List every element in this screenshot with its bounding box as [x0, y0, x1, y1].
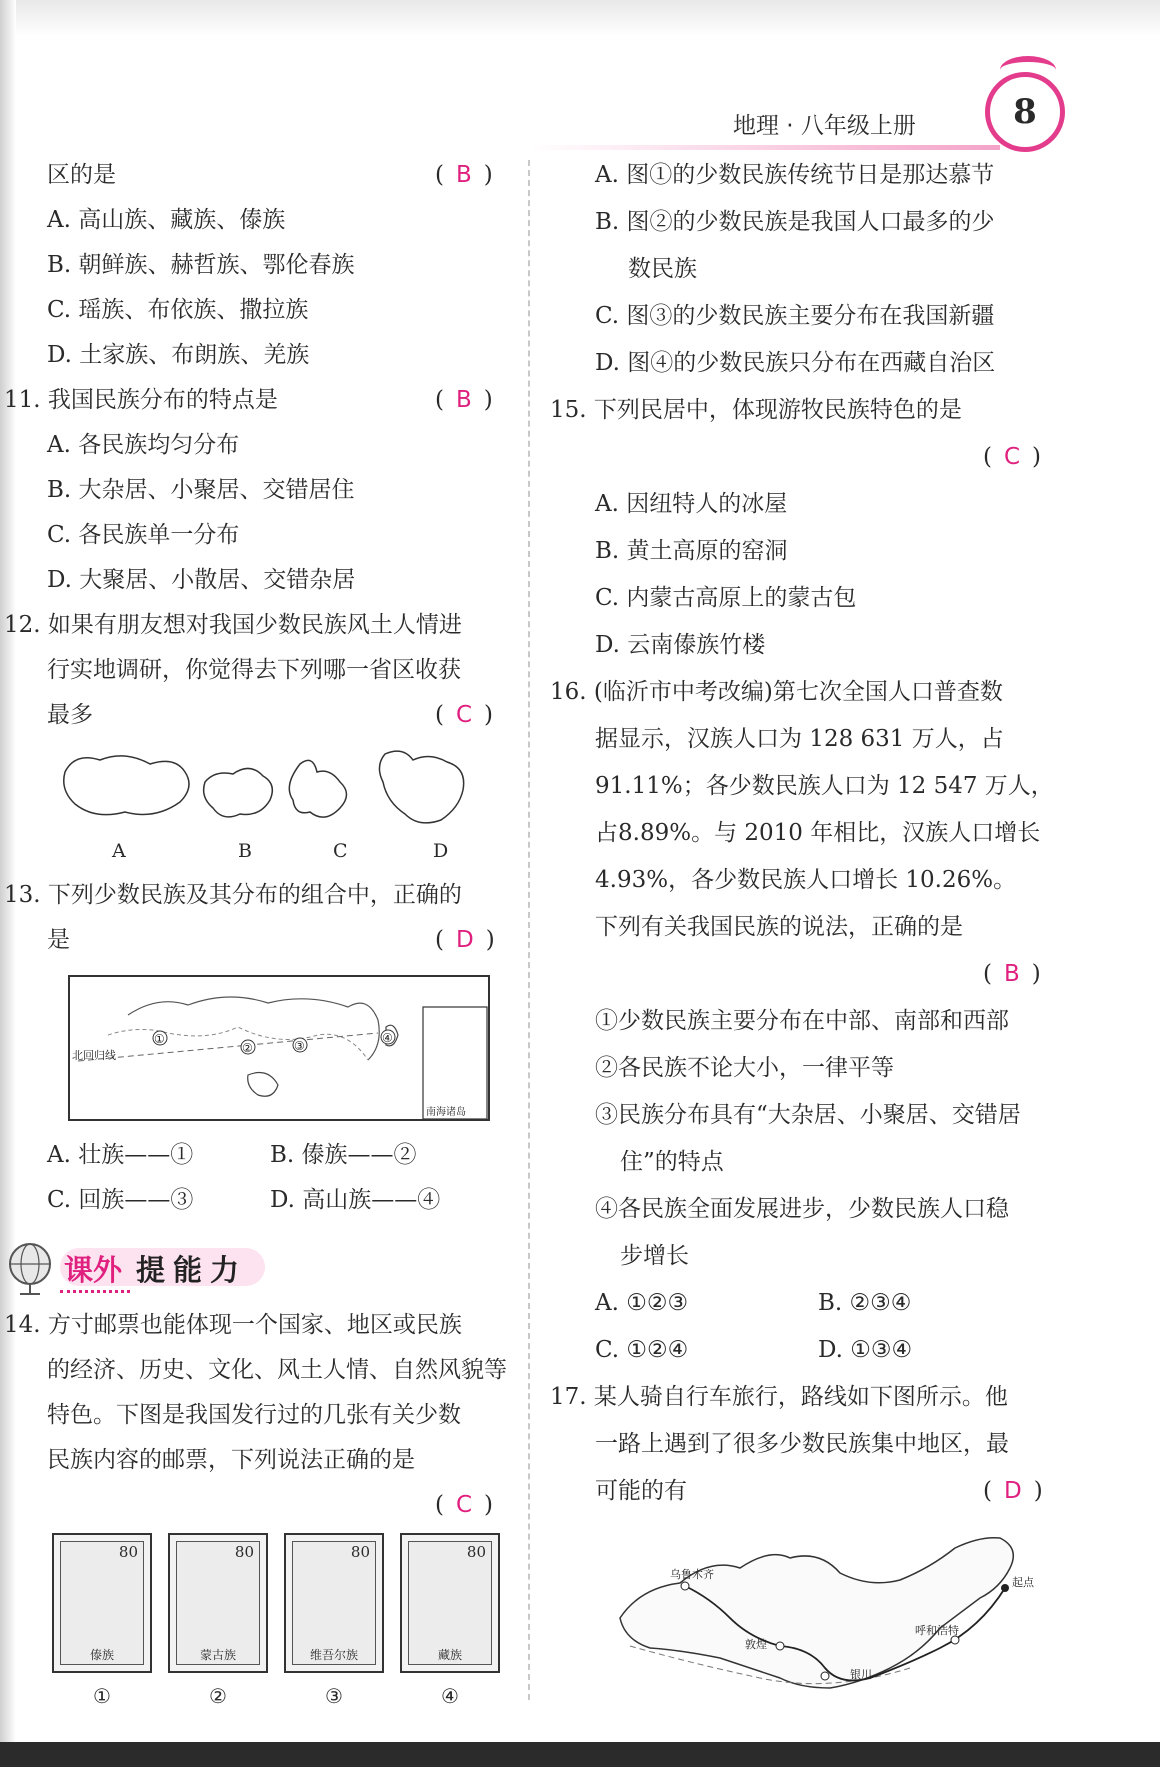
q13-marker-1: ①	[154, 1032, 165, 1046]
stamp-4	[400, 1533, 500, 1673]
q14-option-b-cont: 数民族	[628, 256, 697, 282]
q15-option-b: B. 黄土高原的窑洞	[595, 538, 788, 564]
stamp-3	[284, 1533, 384, 1673]
q13-option-b: B. 傣族——②	[270, 1142, 417, 1168]
q16-option-d: D. ①③④	[818, 1337, 913, 1363]
label-dunhuang: 敦煌	[745, 1638, 767, 1651]
section-banner	[0, 1234, 270, 1300]
q11-option-d: D. 大聚居、小散居、交错杂居	[47, 567, 356, 593]
q11-option-b: B. 大杂居、小聚居、交错居住	[47, 477, 355, 503]
q10-option-b: B. 朝鲜族、赫哲族、鄂伦春族	[47, 252, 355, 278]
q17-stem-line1: 17. 某人骑自行车旅行，路线如下图所示。他	[550, 1384, 1008, 1410]
q17-route-map	[610, 1528, 1040, 1698]
q12-label-a: A	[112, 840, 126, 862]
q16-stem-line5: 4.93%，各少数民族人口增长 10.26%。	[595, 867, 1017, 893]
q13-marker-3: ③	[294, 1039, 305, 1053]
q15-option-d: D. 云南傣族竹楼	[595, 632, 766, 658]
province-outline-c	[289, 760, 346, 817]
q14-option-b: B. 图②的少数民族是我国人口最多的少	[595, 209, 995, 235]
q13-stem-line1: 13. 下列少数民族及其分布的组合中，正确的	[4, 882, 462, 908]
label-start: 起点	[1012, 1576, 1034, 1589]
q16-statement-4-cont: 步增长	[620, 1243, 689, 1269]
q15-option-c: C. 内蒙古高原上的蒙古包	[595, 585, 857, 611]
q12-stem-line3: 最多	[47, 702, 93, 728]
q14-stem-line4: 民族内容的邮票，下列说法正确的是	[47, 1447, 415, 1473]
q17-stem-line2: 一路上遇到了很多少数民族集中地区，最	[595, 1431, 1009, 1457]
q13-marker-4: ④	[382, 1031, 393, 1045]
q17-stem-line3: 可能的有	[595, 1478, 687, 1504]
label-urumqi: 乌鲁木齐	[670, 1568, 714, 1581]
q10-stem-tail: 区的是	[47, 162, 116, 188]
q14-option-d: D. 图④的少数民族只分布在西藏自治区	[595, 350, 996, 376]
q14-option-c: C. 图③的少数民族主要分布在我国新疆	[595, 303, 995, 329]
banner-part1: 课外	[64, 1253, 123, 1287]
top-edge-shadow	[0, 0, 1160, 36]
stamp-4-name: 藏族	[437, 1648, 462, 1662]
q12-province-outlines	[55, 742, 525, 832]
q13-option-c: C. 回族——③	[47, 1187, 194, 1213]
stamp-2-number: ②	[209, 1684, 227, 1708]
q16-stem-line4: 占8.89%。与 2010 年相比，汉族人口增长	[595, 820, 1041, 846]
stamp-1-value: 80	[118, 1543, 138, 1561]
q16-stem-line2: 据显示，汉族人口为 128 631 万人，占	[595, 726, 1004, 752]
inset-label: 南海诸岛	[426, 1107, 466, 1118]
q12-label-b: B	[238, 840, 252, 862]
q12-answer: ( C )	[435, 702, 494, 728]
stamp-2-value: 80	[234, 1543, 254, 1561]
label-hohhot: 呼和浩特	[915, 1624, 959, 1637]
q12-stem-line2: 行实地调研，你觉得去下列哪一省区收获	[47, 657, 461, 683]
q16-option-a: A. ①②③	[595, 1290, 689, 1316]
q15-stem: 15. 下列民居中，体现游牧民族特色的是	[550, 397, 962, 423]
q16-statement-3: ③民族分布具有“大杂居、小聚居、交错居	[595, 1102, 1021, 1128]
q10-option-a: A. 高山族、藏族、傣族	[47, 207, 286, 233]
q16-stem-line3: 91.11%；各少数民族人口为 12 547 万人，	[595, 773, 1054, 799]
stamp-1-number: ①	[93, 1684, 111, 1708]
q16-answer: ( B )	[983, 961, 1041, 987]
q16-option-b: B. ②③④	[818, 1290, 912, 1316]
province-outline-d	[379, 751, 463, 823]
stamp-3-name: 维吾尔族	[309, 1648, 358, 1662]
province-outline-a	[64, 756, 189, 815]
q17-answer: ( D )	[983, 1478, 1043, 1504]
stamp-1-name: 傣族	[89, 1648, 114, 1662]
stamp-4-value: 80	[466, 1543, 486, 1561]
book-title: 地理 · 八年级上册	[733, 113, 916, 139]
header-underline	[530, 145, 1000, 150]
q14-answer: ( C )	[435, 1492, 494, 1518]
column-divider	[528, 160, 530, 1700]
q13-china-south-map	[68, 975, 491, 1123]
q11-option-a: A. 各民族均匀分布	[47, 432, 240, 458]
q11-answer: ( B )	[435, 387, 493, 413]
bottom-bar	[0, 1742, 1160, 1767]
q13-answer: ( D )	[435, 927, 495, 953]
q14-stem-line1: 14. 方寸邮票也能体现一个国家、地区或民族	[4, 1312, 462, 1338]
stamp-1	[52, 1533, 152, 1673]
tropic-label: 北回归线	[72, 1049, 116, 1062]
q11-option-c: C. 各民族单一分布	[47, 522, 240, 548]
q16-statement-3-cont: 住”的特点	[620, 1149, 724, 1175]
q16-option-c: C. ①②④	[595, 1337, 689, 1363]
q13-marker-2: ②	[242, 1041, 253, 1055]
q12-stem-line1: 12. 如果有朋友想对我国少数民族风土人情进	[4, 612, 462, 638]
q11-stem: 11. 我国民族分布的特点是	[4, 387, 278, 413]
stamp-3-number: ③	[325, 1684, 343, 1708]
q16-statement-2: ②各民族不论大小，一律平等	[595, 1055, 894, 1081]
stamp-2	[168, 1533, 268, 1673]
label-yinchuan: 银川	[850, 1668, 872, 1681]
q15-answer: ( C )	[983, 444, 1042, 470]
stamp-3-value: 80	[350, 1543, 370, 1561]
q15-option-a: A. 因纽特人的冰屋	[595, 491, 788, 517]
q14-stem-line3: 特色。下图是我国发行过的几张有关少数	[47, 1402, 461, 1428]
q10-option-d: D. 土家族、布朗族、羌族	[47, 342, 310, 368]
q12-label-d: D	[433, 840, 449, 862]
q13-option-a: A. 壮族——①	[47, 1142, 194, 1168]
q16-statement-1: ①少数民族主要分布在中部、南部和西部	[595, 1008, 1009, 1034]
q13-stem-line2: 是	[47, 927, 70, 953]
page-number-badge: 8	[985, 72, 1065, 152]
q13-option-d: D. 高山族——④	[270, 1187, 441, 1213]
q16-statement-4: ④各民族全面发展进步，少数民族人口稳	[595, 1196, 1009, 1222]
q16-stem-line1: 16. (临沂市中考改编)第七次全国人口普查数	[550, 679, 1003, 705]
stamp-4-number: ④	[441, 1684, 459, 1708]
q12-label-c: C	[333, 840, 348, 862]
banner-part2: 提能力	[136, 1253, 248, 1287]
q14-stem-line2: 的经济、历史、文化、风土人情、自然风貌等	[47, 1357, 507, 1383]
q16-stem-line6: 下列有关我国民族的说法，正确的是	[595, 914, 963, 940]
q14-option-a: A. 图①的少数民族传统节日是那达慕节	[595, 162, 995, 188]
q10-answer: ( B )	[435, 162, 493, 188]
stamp-2-name: 蒙古族	[199, 1648, 236, 1662]
q10-option-c: C. 瑶族、布依族、撒拉族	[47, 297, 309, 323]
globe-icon	[4, 1238, 64, 1298]
province-outline-b	[204, 768, 273, 816]
